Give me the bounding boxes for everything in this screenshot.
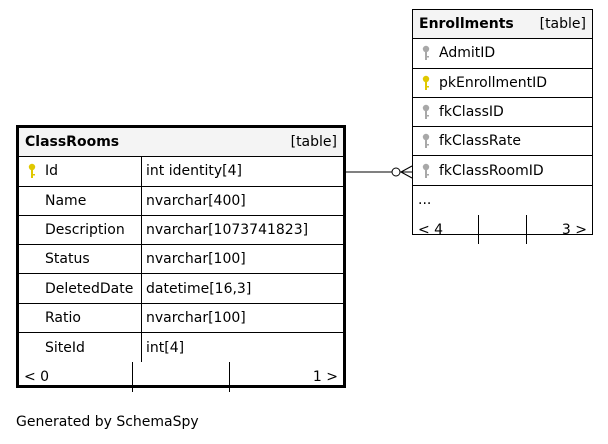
- column-type: datetime[16,3]: [146, 280, 252, 297]
- column-name-cell: [19, 333, 142, 362]
- classrooms-table[interactable]: [16, 125, 346, 388]
- column-row[interactable]: [19, 216, 343, 245]
- column-row[interactable]: [19, 157, 343, 186]
- column-type: nvarchar[100]: [146, 251, 246, 268]
- table-name[interactable]: Enrollments: [419, 16, 514, 33]
- key-slot: [19, 216, 45, 244]
- column-row[interactable]: [19, 274, 343, 303]
- key-slot: [19, 274, 45, 302]
- key-slot: [19, 245, 45, 273]
- table-kind: [table]: [539, 16, 586, 33]
- column-name-cell: [19, 216, 142, 244]
- key-slot: [413, 39, 439, 67]
- classrooms-nav: [19, 362, 343, 391]
- key-slot: [19, 157, 45, 185]
- nav-right[interactable]: 1 >: [312, 369, 338, 386]
- key-slot: [413, 156, 439, 184]
- column-name-cell: [19, 274, 142, 302]
- table-name[interactable]: ClassRooms: [25, 134, 120, 151]
- column-row[interactable]: [19, 245, 343, 274]
- column-name: Name: [45, 192, 87, 209]
- column-name: Ratio: [45, 309, 81, 326]
- foreign-key-icon: [421, 163, 431, 179]
- more-columns-ellipsis: ...: [418, 192, 432, 209]
- foreign-key-icon: [421, 45, 431, 61]
- primary-key-icon: [27, 163, 37, 179]
- enrollments-header[interactable]: [413, 10, 592, 39]
- column-row[interactable]: [413, 39, 592, 68]
- column-row[interactable]: [413, 127, 592, 156]
- column-name-cell: [19, 157, 142, 185]
- column-row[interactable]: [19, 187, 343, 216]
- enrollments-nav: [413, 215, 592, 244]
- column-row[interactable]: [19, 333, 343, 362]
- key-slot: [19, 333, 45, 362]
- column-type: int identity[4]: [146, 163, 242, 180]
- key-slot: [413, 98, 439, 126]
- column-name: SiteId: [45, 339, 85, 356]
- key-slot: [413, 69, 439, 97]
- column-name: fkClassRate: [439, 133, 521, 150]
- column-type: nvarchar[400]: [146, 192, 246, 209]
- crowfoot-bottom: [401, 172, 412, 178]
- column-row[interactable]: [413, 69, 592, 98]
- column-name: Status: [45, 251, 90, 268]
- classrooms-header[interactable]: [19, 128, 343, 157]
- column-name: DeletedDate: [45, 280, 134, 297]
- nav-right[interactable]: 3 >: [561, 221, 587, 238]
- nav-middle: [479, 215, 527, 244]
- key-slot: [413, 127, 439, 155]
- column-type: nvarchar[100]: [146, 309, 246, 326]
- column-name: fkClassRoomID: [439, 162, 544, 179]
- zero-or-many-circle: [392, 168, 400, 176]
- generated-by-footer: Generated by SchemaSpy: [16, 414, 199, 430]
- column-name-cell: [19, 304, 142, 332]
- column-row[interactable]: [19, 304, 343, 333]
- column-name: AdmitID: [439, 45, 496, 62]
- nav-left[interactable]: < 4: [413, 215, 479, 244]
- column-type: int[4]: [146, 339, 185, 356]
- nav-middle: [133, 362, 230, 391]
- column-name: fkClassID: [439, 104, 504, 121]
- enrollments-table[interactable]: [412, 9, 593, 238]
- column-name-cell: [19, 187, 142, 215]
- column-name: Description: [45, 222, 125, 239]
- column-row[interactable]: [413, 98, 592, 127]
- column-row[interactable]: [413, 156, 592, 185]
- table-kind: [table]: [290, 134, 337, 151]
- nav-left[interactable]: < 0: [19, 362, 133, 391]
- primary-key-icon: [421, 75, 431, 91]
- column-name-cell: [19, 245, 142, 273]
- column-type: nvarchar[1073741823]: [146, 222, 309, 239]
- column-name: Id: [45, 163, 59, 180]
- foreign-key-icon: [421, 133, 431, 149]
- more-columns-row: [413, 186, 592, 215]
- key-slot: [19, 304, 45, 332]
- column-name: pkEnrollmentID: [439, 74, 548, 91]
- key-slot: [19, 187, 45, 215]
- crowfoot-top: [401, 166, 412, 172]
- foreign-key-icon: [421, 104, 431, 120]
